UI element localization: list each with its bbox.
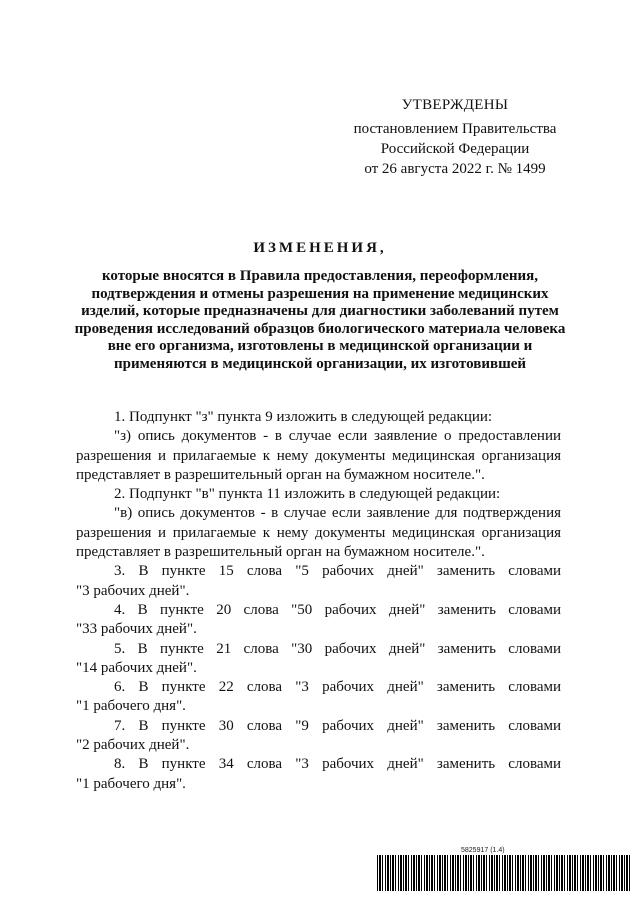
item-4-continued: "33 рабочих дней". [76, 621, 197, 638]
barcode-label: 5825917 (1.4) [461, 847, 505, 854]
approval-block [340, 95, 570, 179]
item-2: 2. Подпункт "в" пункта 11 изложить в следующей редакции: [114, 486, 501, 503]
document-title: ИЗМЕНЕНИЯ, [253, 240, 387, 256]
approval-heading: УТВЕРЖДЕНЫ [401, 97, 509, 113]
approval-line-decree: постановлением Правительства [353, 121, 557, 137]
approval-line-date: от 26 августа 2022 г. № 1499 [364, 161, 546, 177]
barcode-image [377, 855, 632, 891]
item-1: 1. Подпункт "з" пункта 9 изложить в следующей редакции: [114, 409, 493, 425]
item-6-continued: "1 рабочего дня". [76, 698, 186, 715]
item-7: 7. В пункте 30 слова "9 рабочих дней" заменить словами [114, 717, 561, 734]
document-subtitle: которые вносятся в Правила предоставления, переоформления, подтверждения и отмены разрешения на применение медицинских изделий, которые предназначены для диагностики заболеваний путем проведения исследований образцов биологического материала человека вне его организма, изготовлены в медицинской организации и применяются в медицинской организации, их изготовившей [74, 268, 566, 372]
item-4: 4. В пункте 20 слова "50 рабочих дней" заменить словами [114, 601, 561, 618]
item-5: 5. В пункте 21 слова "30 рабочих дней" заменить словами [114, 640, 561, 657]
item-1-quote: "з) опись документов - в случае если заявление о предоставлении разрешения и прилагаемые к нему документы медицинская организация представляет в разрешительный орган на бумажном носителе.". [76, 428, 561, 483]
item-6: 6. В пункте 22 слова "3 рабочих дней" заменить словами [114, 679, 561, 696]
item-7-continued: "2 рабочих дней". [76, 737, 190, 754]
item-8-continued: "1 рабочего дня". [76, 775, 186, 792]
barcode-block [377, 847, 632, 891]
item-2-quote: "в) опись документов - в случае если заявление для подтверждения разрешения и прилагаемые к нему документы медицинская организация представляет в разрешительный орган на бумажном носителе.". [76, 505, 561, 561]
item-3-continued: "3 рабочих дней". [76, 582, 190, 599]
item-8: 8. В пункте 34 слова "3 рабочих дней" заменить словами [114, 756, 561, 773]
item-5-continued: "14 рабочих дней". [76, 659, 197, 676]
item-3: 3. В пункте 15 слова "5 рабочих дней" заменить словами [114, 563, 561, 580]
approval-line-government: Российской Федерации [380, 141, 530, 157]
document-body [76, 408, 561, 794]
